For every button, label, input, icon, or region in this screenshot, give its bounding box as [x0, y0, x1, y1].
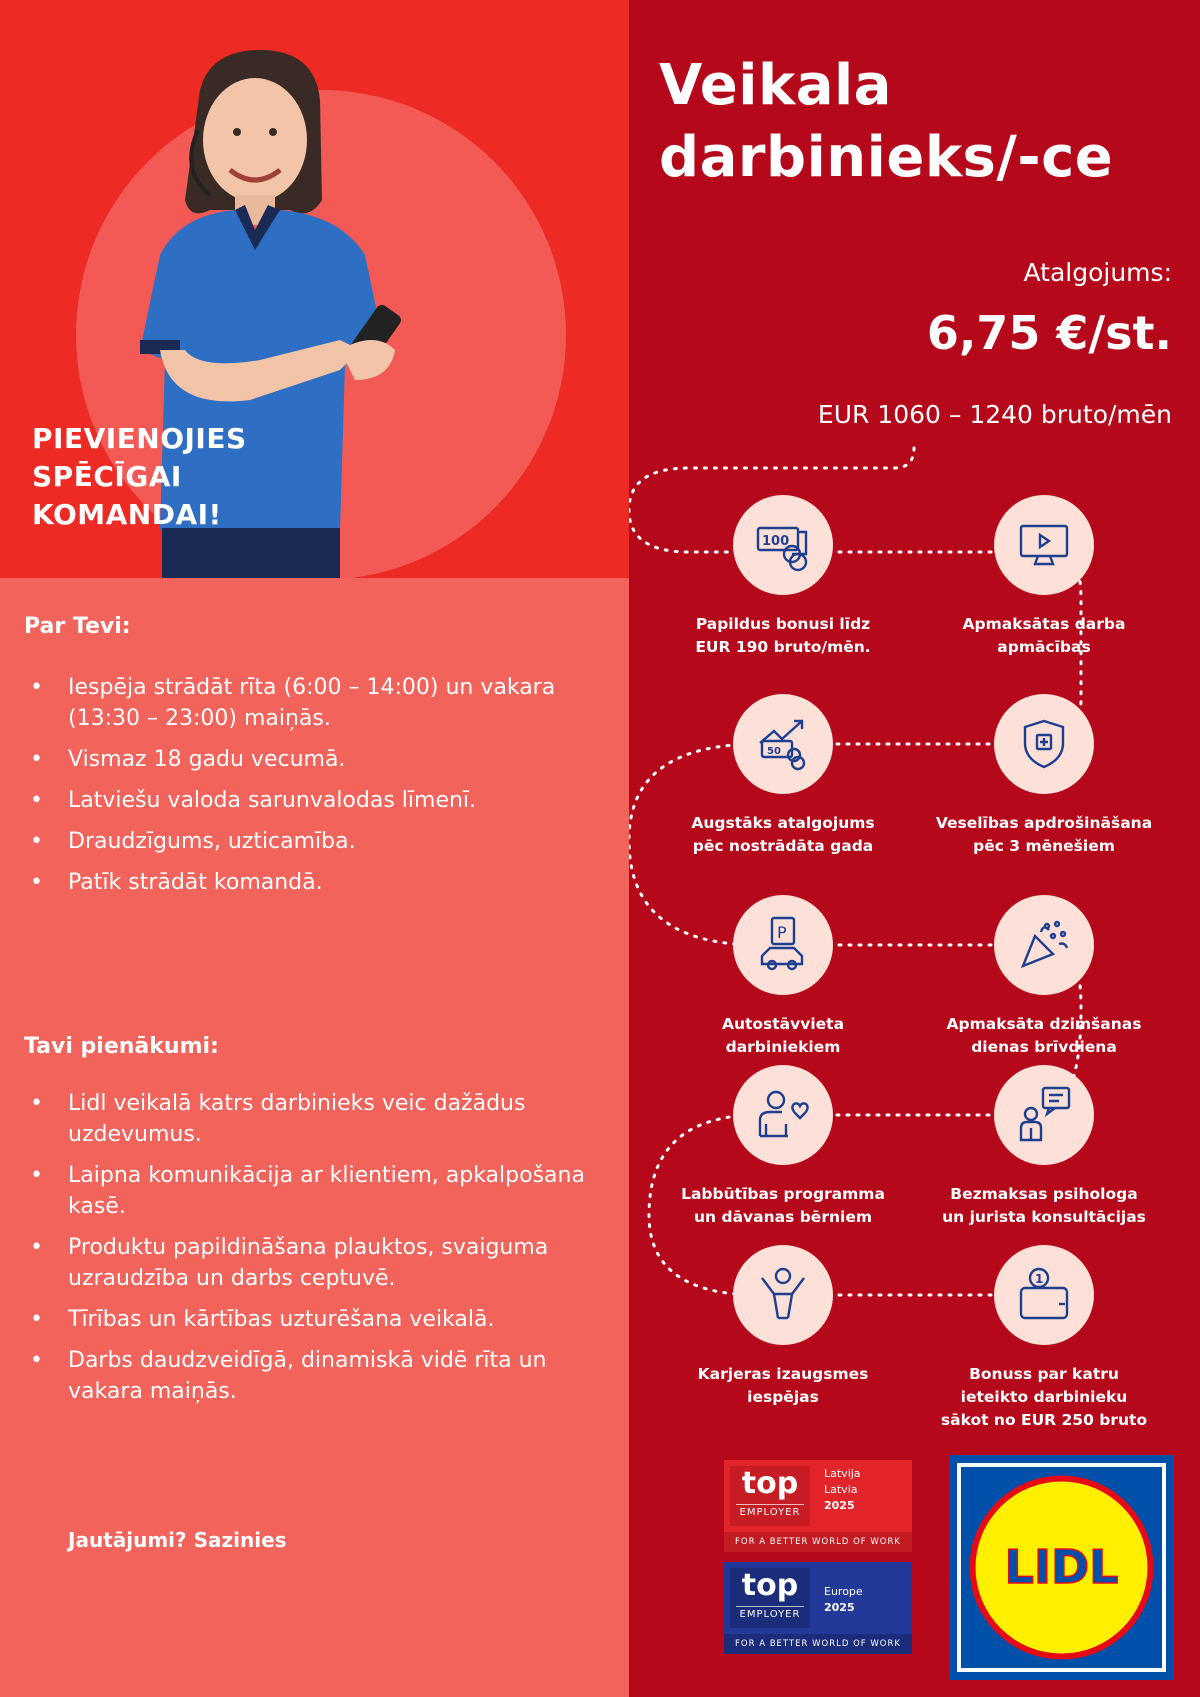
badge-region-line: Latvia: [824, 1483, 858, 1496]
person-heart-icon: [752, 1084, 814, 1146]
benefit-circle: [994, 495, 1094, 595]
top-employer-latvia-badge: [724, 1460, 912, 1552]
benefit-label-line: Apmaksātas darba: [962, 615, 1126, 633]
benefit-label-line: iespējas: [747, 1388, 819, 1406]
about-list: [24, 672, 614, 908]
hero-slogan-line: SPĒCĪGAI: [32, 460, 182, 493]
benefit-label-line: apmācības: [997, 638, 1091, 656]
benefit-item: [653, 694, 913, 858]
top-employer-logo: [730, 1568, 810, 1628]
benefit-label: [653, 812, 913, 858]
benefit-label-line: un jurista konsultācijas: [942, 1208, 1146, 1226]
benefit-label-line: sākot no EUR 250 bruto: [940, 1411, 1148, 1429]
benefit-label-line: Autostāvvieta: [721, 1015, 845, 1033]
svg-text:P: P: [777, 923, 787, 942]
banknote-coins-icon: [752, 514, 814, 576]
benefit-label: [914, 1363, 1174, 1432]
hero-slogan: [32, 420, 247, 534]
benefit-label-line: Apmaksāta dzimšanas: [946, 1015, 1142, 1033]
duties-list: [24, 1088, 614, 1417]
salary-growth-icon: [752, 713, 814, 775]
badge-region: [824, 1584, 863, 1616]
benefit-item: [914, 694, 1174, 858]
party-popper-icon: [1013, 914, 1075, 976]
badge-region-line: Latvija: [824, 1467, 861, 1480]
duties-title: Tavi pienākumi:: [24, 1034, 219, 1059]
pay-label: Atalgojums:: [1023, 258, 1172, 287]
badge-tagline: FOR A BETTER WORLD OF WORK: [724, 1634, 912, 1654]
list-item: • Latviešu valoda sarunvalodas līmenī.: [24, 785, 614, 816]
list-item: • Patīk strādāt komandā.: [24, 867, 614, 898]
parking-car-icon: [752, 914, 814, 976]
person-cheer-icon: [752, 1264, 814, 1326]
badge-logo-word: top: [741, 1568, 799, 1603]
benefit-circle: [994, 895, 1094, 995]
list-item: • Tīrības un kārtības uzturēšana veikalā.: [24, 1304, 614, 1335]
hero-slogan-line: PIEVIENOJIES: [32, 422, 247, 455]
person-chat-icon: [1013, 1084, 1075, 1146]
benefit-label: [914, 1013, 1174, 1059]
list-item: • Draudzīgums, uzticamība.: [24, 826, 614, 857]
right-column: [629, 0, 1200, 1697]
svg-text:1: 1: [1035, 1272, 1044, 1286]
badge-logo-sub: EMPLOYER: [736, 1504, 804, 1518]
benefit-label: [653, 1363, 913, 1409]
list-item: • Laipna komunikācija ar klientiem, apkalpošana kasē.: [24, 1160, 614, 1222]
benefit-label-line: Bonuss par katru: [969, 1365, 1119, 1383]
top-employer-europe-badge: [724, 1562, 912, 1654]
health-shield-icon: [1013, 713, 1075, 775]
job-title-line: darbinieks/-ce: [659, 125, 1114, 190]
hero-slogan-line: KOMANDAI!: [32, 498, 222, 531]
benefit-item: [653, 1065, 913, 1229]
benefit-item: [914, 1245, 1174, 1432]
svg-text:50: 50: [767, 746, 781, 757]
benefit-label-line: Papildus bonusi līdz: [695, 615, 871, 633]
benefit-label-line: dienas brīvdiena: [971, 1038, 1117, 1056]
pay-amount: 6,75 €/st.: [926, 306, 1172, 360]
list-item: • Darbs daudzveidīgā, dinamiskā vidē rīta un vakara maiņās.: [24, 1345, 614, 1407]
benefit-item: [653, 1245, 913, 1409]
badge-logo-sub: EMPLOYER: [736, 1606, 804, 1620]
wallet-coin-icon: [1013, 1264, 1075, 1326]
benefit-item: [914, 895, 1174, 1059]
badge-header: [724, 1460, 912, 1532]
benefit-label-line: Augstāks atalgojums: [691, 814, 875, 832]
benefit-label-line: ieteikto darbinieku: [960, 1388, 1128, 1406]
job-title-line: Veikala: [659, 53, 892, 118]
monitor-play-icon: [1013, 514, 1075, 576]
benefit-label-line: Labbūtības programma: [681, 1185, 885, 1203]
top-employer-logo: [730, 1466, 810, 1526]
benefit-label: [653, 1013, 913, 1059]
benefit-label: [914, 613, 1174, 659]
badge-region: [824, 1466, 861, 1514]
lidl-logo: [949, 1455, 1174, 1680]
badge-year: 2025: [824, 1601, 855, 1614]
benefit-label-line: pēc nostrādāta gada: [692, 837, 874, 855]
benefit-circle: [733, 694, 833, 794]
benefit-label-line: EUR 190 bruto/mēn.: [695, 638, 871, 656]
benefit-label-line: darbiniekiem: [725, 1038, 841, 1056]
lidl-logo-text: LIDL: [1004, 1540, 1119, 1594]
benefit-circle: [994, 1245, 1094, 1345]
benefit-label-line: Veselības apdrošināšana: [935, 814, 1153, 832]
benefit-label: [914, 1183, 1174, 1229]
benefit-item: [914, 495, 1174, 659]
list-item: • Produktu papildināšana plauktos, svaiguma uzraudzība un darbs ceptuvē.: [24, 1232, 614, 1294]
list-item: • Lidl veikalā katrs darbinieks veic dažādus uzdevumus.: [24, 1088, 614, 1150]
list-item: • Vismaz 18 gadu vecumā.: [24, 744, 614, 775]
about-title: Par Tevi:: [24, 614, 131, 639]
badge-header: [724, 1562, 912, 1634]
benefit-label-line: pēc 3 mēnešiem: [973, 837, 1115, 855]
benefit-circle: [994, 694, 1094, 794]
pay-range: EUR 1060 – 1240 bruto/mēn: [817, 400, 1172, 429]
benefit-circle: [733, 1065, 833, 1165]
badge-region-line: Europe: [824, 1585, 863, 1598]
benefit-label: [653, 1183, 913, 1229]
badge-year: 2025: [824, 1499, 855, 1512]
benefit-label-line: Karjeras izaugsmes: [697, 1365, 869, 1383]
benefit-label-line: un dāvanas bērniem: [694, 1208, 872, 1226]
contact-text: Jautājumi? Sazinies: [68, 1528, 287, 1552]
badge-logo-word: top: [741, 1466, 799, 1501]
benefit-label-line: Bezmaksas psihologa: [950, 1185, 1138, 1203]
benefit-item: [653, 495, 913, 659]
svg-text:100: 100: [762, 534, 790, 549]
hero-banner: [0, 0, 629, 578]
badge-tagline: FOR A BETTER WORLD OF WORK: [724, 1532, 912, 1552]
benefit-circle: [733, 895, 833, 995]
benefit-circle: [733, 1245, 833, 1345]
benefit-circle: [994, 1065, 1094, 1165]
benefit-item: [653, 895, 913, 1059]
benefit-circle: [733, 495, 833, 595]
list-item: • Iespēja strādāt rīta (6:00 – 14:00) un vakara (13:30 – 23:00) maiņās.: [24, 672, 614, 734]
benefit-label: [914, 812, 1174, 858]
benefit-label: [653, 613, 913, 659]
benefit-item: [914, 1065, 1174, 1229]
